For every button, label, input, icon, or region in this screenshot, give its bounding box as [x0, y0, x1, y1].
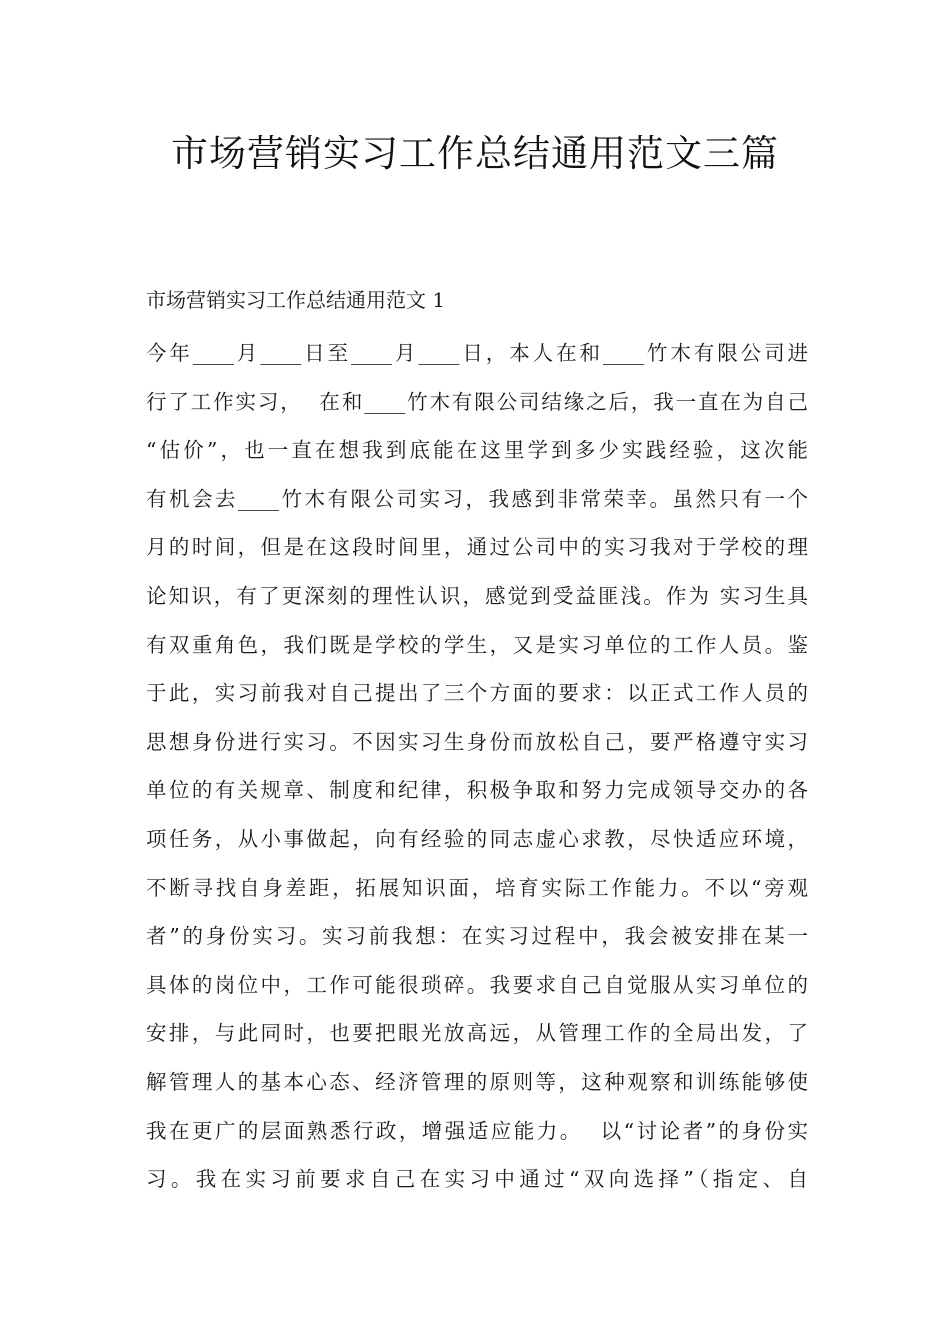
body-line: 单位的有关规章、制度和纪律，积极争取和努力完成领导交办的各 [146, 778, 808, 803]
body-line: 行了工作实习， 在和____竹木有限公司结缘之后，我一直在为自己 [146, 389, 808, 414]
body-line: 项任务，从小事做起，向有经验的同志虚心求教，尽快适应环境， [146, 826, 808, 851]
body-text [146, 333, 808, 1208]
body-line: 于此，实习前我对自己提出了三个方面的要求：以正式工作人员的 [146, 681, 808, 706]
body-line: 安排，与此同时，也要把眼光放高远，从管理工作的全局出发，了 [146, 1021, 808, 1046]
body-line: 有机会去____竹木有限公司实习，我感到非常荣幸。虽然只有一个 [146, 486, 808, 511]
section-heading: 市场营销实习工作总结通用范文 1 [146, 288, 446, 312]
body-line: 我在更广的层面熟悉行政，增强适应能力。 以“讨论者”的身份实 [146, 1118, 808, 1143]
body-line: “估价”，也一直在想我到底能在这里学到多少实践经验，这次能 [146, 438, 808, 463]
body-line: 习。我在实习前要求自己在实习中通过“双向选择”（指定、自 [146, 1167, 808, 1192]
body-line: 有双重角色，我们既是学校的学生，又是实习单位的工作人员。鉴 [146, 632, 808, 657]
body-line: 不断寻找自身差距，拓展知识面，培育实际工作能力。不以“旁观 [146, 875, 808, 900]
body-line: 解管理人的基本心态、经济管理的原则等，这种观察和训练能够使 [146, 1069, 808, 1094]
body-line: 月的时间，但是在这段时间里，通过公司中的实习我对于学校的理 [146, 535, 808, 560]
body-line: 者”的身份实习。实习前我想：在实习过程中，我会被安排在某一 [146, 924, 808, 949]
body-line: 具体的岗位中，工作可能很琐碎。我要求自己自觉服从实习单位的 [146, 972, 808, 997]
body-line: 论知识，有了更深刻的理性认识，感觉到受益匪浅。作为 实习生具 [146, 583, 808, 608]
body-line: 今年____月____日至____月____日，本人在和____竹木有限公司进 [146, 341, 808, 365]
body-line: 思想身份进行实习。不因实习生身份而放松自己，要严格遵守实习 [146, 729, 808, 754]
document-title: 市场营销实习工作总结通用范文三篇 [171, 132, 779, 175]
